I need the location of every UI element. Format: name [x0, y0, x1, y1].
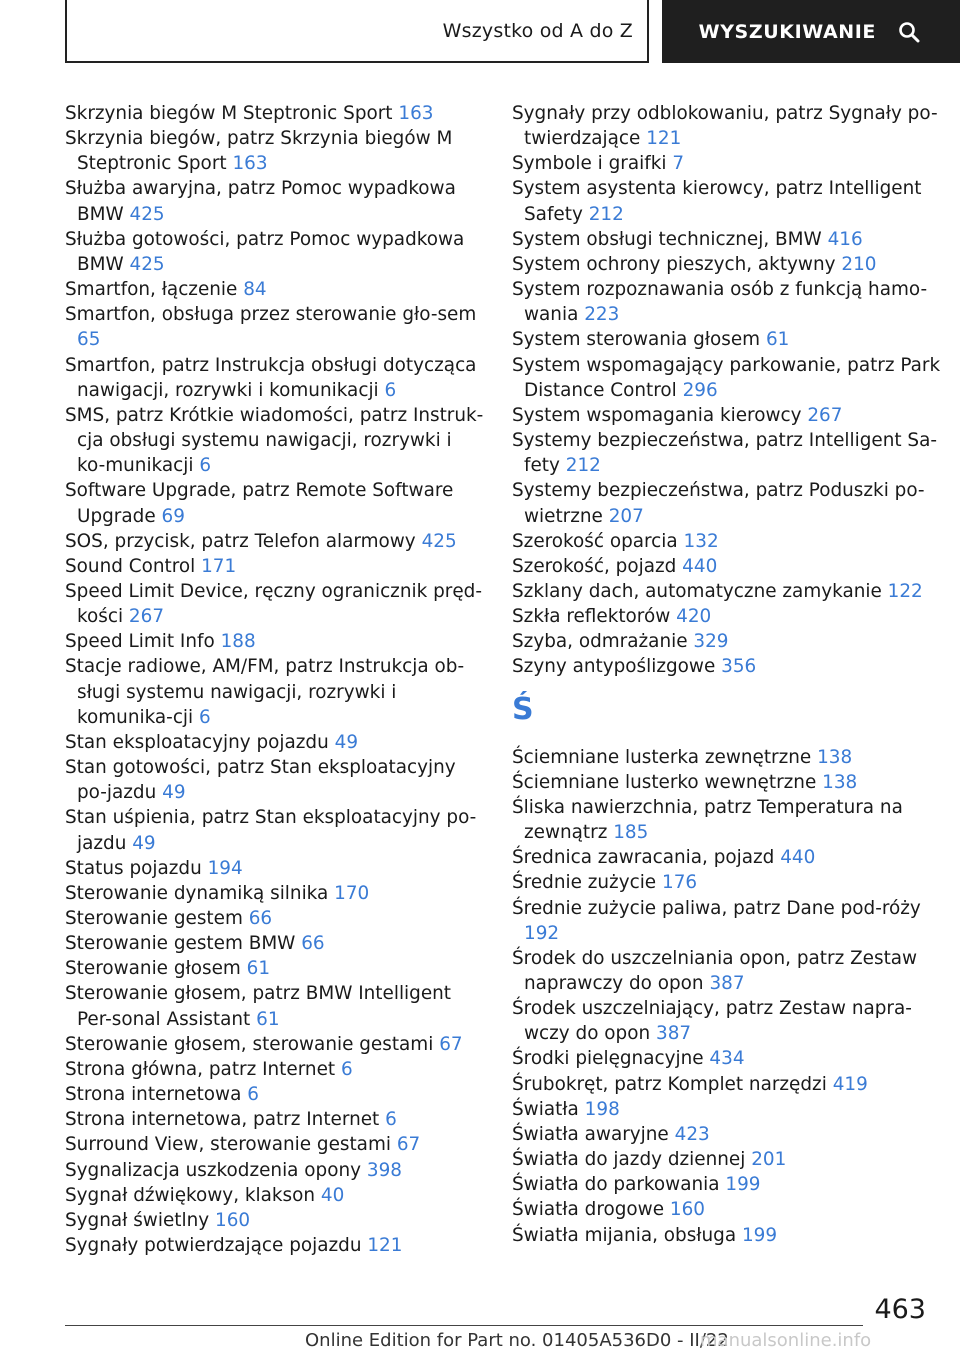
page-link[interactable]: 398: [366, 1159, 402, 1181]
index-entry-text: Systemy bezpieczeństwa, patrz Intelligent Sa-fety: [512, 430, 938, 477]
page-link[interactable]: 122: [887, 580, 923, 602]
index-entry-text: Sterowanie gestem: [65, 908, 243, 929]
page-link[interactable]: 420: [676, 606, 712, 628]
index-entry-text: Strona główna, patrz Internet: [65, 1058, 336, 1080]
index-entry-text: Służba awaryjna, patrz Pomoc wypadkowa BMW: [65, 178, 456, 225]
index-entry-text: Smartfon, łączenie: [65, 279, 238, 301]
index-entry: [65, 856, 485, 881]
index-entry-text: Stan eksploatacyjny pojazdu: [65, 731, 329, 753]
index-entry: [512, 604, 942, 629]
index-entry: [512, 252, 942, 277]
index-entry-text: Stan uśpienia, patrz Stan eksploatacyjny po-jazdu: [65, 807, 477, 854]
index-column-right: [512, 101, 942, 1248]
page-link[interactable]: 329: [693, 631, 729, 653]
index-entry-text: Sygnały przy odblokowaniu, patrz Sygnały po-twierdzające: [512, 103, 938, 150]
index-entry: [512, 896, 942, 946]
page-link[interactable]: 6: [384, 379, 397, 401]
index-entry: [65, 981, 485, 1031]
page-link[interactable]: 425: [421, 530, 457, 552]
index-entry: [512, 101, 942, 151]
page-link[interactable]: 223: [584, 304, 620, 326]
index-entry-text: Sterowanie głosem, patrz BMW Intelligent Per-sonal Assistant: [65, 983, 452, 1030]
footer-divider: [65, 1325, 863, 1326]
index-entry-text: Szyny antypoślizgowe: [512, 656, 716, 678]
index-entry: [512, 1097, 942, 1122]
page-link[interactable]: 199: [725, 1174, 761, 1196]
index-entry-text: Szkła reflektorów: [512, 606, 671, 628]
index-entry-text: Skrzynia biegów, patrz Skrzynia biegów M Steptronic Sport: [65, 128, 453, 175]
index-entry: [65, 227, 485, 277]
index-entry-text: Ściemniane lusterka zewnętrzne: [512, 746, 812, 768]
index-entry: [512, 1147, 942, 1172]
index-entry-text: Szerokość, pojazd: [512, 555, 677, 577]
page-link[interactable]: 207: [608, 505, 644, 527]
index-entry-text: Systemy bezpieczeństwa, patrz Poduszki po-wietrzne: [512, 480, 925, 527]
index-entry-text: Stacje radiowe, AM/FM, patrz Instrukcja ob-sługi systemu nawigacji, rozrywki i komunika-cji: [65, 656, 465, 728]
index-entry-text: Sterowanie dynamiką silnika: [65, 882, 329, 904]
page-link[interactable]: 132: [683, 530, 719, 552]
index-entry-text: Ściemniane lusterko wewnętrzne: [512, 771, 817, 793]
top-navigation: [0, 0, 960, 66]
page-link[interactable]: 65: [77, 329, 101, 351]
index-entry-text: System asystenta kierowcy, patrz Intelligent Safety: [512, 178, 922, 225]
page-link[interactable]: 210: [841, 253, 877, 275]
page-link[interactable]: 121: [367, 1235, 403, 1257]
page-link[interactable]: 267: [128, 606, 165, 628]
index-entry: [512, 770, 942, 795]
tab-a-to-z-label: Wszystko od A do Z: [442, 19, 633, 42]
index-entry-text: Skrzynia biegów M Steptronic Sport: [65, 103, 393, 124]
page-link[interactable]: 423: [674, 1123, 710, 1145]
page-link[interactable]: 425: [129, 203, 165, 225]
index-entry: [65, 277, 485, 302]
page-link[interactable]: 212: [588, 203, 624, 225]
page-link[interactable]: 61: [256, 1008, 280, 1030]
page-link[interactable]: 171: [201, 555, 237, 577]
page-link[interactable]: 201: [751, 1149, 787, 1171]
page-link[interactable]: 40: [320, 1184, 345, 1206]
index-entry-text: Szyba, odmrażanie: [512, 631, 688, 653]
page-link[interactable]: 296: [682, 379, 718, 401]
index-entry-text: Sygnały potwierdzające pojazdu: [65, 1235, 362, 1257]
index-entry: [65, 1057, 485, 1082]
page-link[interactable]: 194: [207, 857, 243, 879]
page-link[interactable]: 160: [215, 1209, 251, 1231]
index-entry: [65, 302, 485, 352]
index-entry: [512, 176, 942, 226]
page-link[interactable]: 387: [656, 1023, 692, 1045]
index-entry-text: Światła do parkowania: [512, 1174, 720, 1196]
section-letter-heading: Ś: [512, 691, 534, 727]
page-link[interactable]: 192: [524, 922, 560, 944]
index-entry: [512, 403, 942, 428]
page-link[interactable]: 138: [822, 771, 858, 793]
index-entry-text: Sound Control: [65, 555, 196, 577]
index-entry: [65, 126, 485, 176]
index-entry-text: Status pojazdu: [65, 857, 202, 879]
index-entry: [512, 870, 942, 895]
index-entry-text: Smartfon, obsługa przez sterowanie gło-sem: [65, 304, 477, 326]
index-entry-text: Szerokość oparcia: [512, 530, 678, 552]
page-link[interactable]: 198: [584, 1098, 620, 1120]
page-link[interactable]: 163: [232, 153, 268, 175]
index-entry-text: Środek do uszczelniania opon, patrz Zestaw naprawczy do opon: [512, 947, 918, 994]
index-entry: [65, 554, 485, 579]
index-entry: [512, 745, 942, 770]
page-link[interactable]: 6: [199, 455, 212, 477]
page-link[interactable]: 67: [439, 1033, 463, 1055]
index-entry: [512, 1072, 942, 1097]
index-entry-text: Sterowanie głosem: [65, 958, 241, 980]
index-entry: [512, 1122, 942, 1147]
index-entry-text: Stan gotowości, patrz Stan eksploatacyjny po-jazdu: [65, 757, 456, 804]
index-entry-text: Symbole i graifki: [512, 153, 667, 175]
page-link[interactable]: 49: [132, 832, 156, 854]
search-icon: [898, 21, 920, 43]
index-entry: [65, 101, 485, 126]
index-entry-text: SOS, przycisk, patrz Telefon alarmowy: [65, 530, 416, 552]
index-entry-text: Światła awaryjne: [512, 1123, 669, 1145]
page-number: 463: [874, 1294, 926, 1325]
index-group-s-acute: [512, 745, 942, 1248]
index-group-s: [512, 101, 942, 680]
index-entry-text: Szklany dach, automatyczne zamykanie: [512, 580, 882, 602]
index-entry: [65, 353, 485, 403]
index-entry: [65, 1032, 485, 1057]
index-entry-text: System rozpoznawania osób z funkcją hamo-wania: [512, 279, 928, 326]
index-entry: [512, 529, 942, 554]
index-entry: [65, 478, 485, 528]
tab-search-label: WYSZUKIWANIE: [698, 20, 876, 43]
page-link[interactable]: 7: [672, 153, 685, 175]
index-entry: [512, 327, 942, 352]
page-link[interactable]: 440: [780, 847, 816, 869]
index-entry: [512, 996, 942, 1046]
index-entry: [65, 1208, 485, 1233]
page-link[interactable]: 66: [248, 908, 273, 929]
index-entry-text: Służba gotowości, patrz Pomoc wypadkowa BMW: [65, 228, 465, 275]
page-link[interactable]: 6: [340, 1058, 353, 1080]
index-entry: [512, 554, 942, 579]
index-entry-text: Światła drogowe: [512, 1199, 665, 1221]
index-entry: [512, 277, 942, 327]
tab-a-to-z[interactable]: [65, 0, 649, 63]
index-entry-text: Speed Limit Info: [65, 631, 215, 653]
index-entry: [512, 1223, 942, 1248]
index-entry: [65, 730, 485, 755]
index-entry-text: Światła mijania, obsługa: [512, 1224, 737, 1246]
index-entry: [512, 795, 942, 845]
page-link[interactable]: 387: [709, 973, 745, 994]
index-entry-text: Sterowanie głosem, sterowanie gestami: [65, 1033, 434, 1055]
index-entry-text: Surround View, sterowanie gestami: [65, 1134, 391, 1156]
index-entry: [65, 1107, 485, 1132]
index-entry-text: Speed Limit Device, ręczny ogranicznik pręd-kości: [65, 580, 482, 628]
page-link[interactable]: 138: [817, 746, 853, 768]
page-link[interactable]: 199: [741, 1224, 778, 1246]
footer-edition-text: Online Edition for Part no. 01405A536D0 - II/22: [305, 1330, 729, 1351]
index-entry: [512, 428, 942, 478]
page-link[interactable]: 170: [334, 882, 370, 904]
page-link[interactable]: 6: [247, 1084, 259, 1106]
index-entry-text: Śrubokręt, patrz Komplet narzędzi: [512, 1073, 827, 1095]
index-entry: [65, 755, 485, 805]
page-link[interactable]: 440: [682, 555, 718, 577]
index-entry: [65, 529, 485, 554]
index-entry: [65, 403, 485, 478]
tab-search[interactable]: [662, 0, 960, 63]
page-link[interactable]: 419: [832, 1073, 868, 1095]
index-entry: [65, 906, 485, 931]
index-entry: [65, 931, 485, 956]
index-entry-text: SMS, patrz Krótkie wiadomości, patrz Instruk-cja obsługi systemu nawigacji, rozrywki i ko-munikacji: [65, 404, 484, 477]
index-entry-text: System ochrony pieszych, aktywny: [512, 253, 836, 275]
index-entry-text: Środek uszczelniający, patrz Zestaw napra-wczy do opon: [512, 998, 912, 1045]
page-link[interactable]: 176: [662, 872, 698, 894]
page-link[interactable]: 6: [199, 706, 211, 728]
index-entry: [512, 478, 942, 528]
index-entry: [512, 845, 942, 870]
page-link[interactable]: 49: [334, 731, 359, 753]
page-link[interactable]: 416: [827, 228, 863, 250]
page-link[interactable]: 188: [220, 631, 256, 653]
page-link[interactable]: 121: [646, 128, 682, 150]
index-entry: [512, 353, 942, 403]
index-entry: [65, 176, 485, 226]
page-link[interactable]: 434: [709, 1048, 745, 1070]
index-entry: [512, 579, 942, 604]
index-entry: [512, 1197, 942, 1222]
index-entry: [512, 151, 942, 176]
index-entry: [512, 654, 942, 679]
index-entry-text: Sygnalizacja uszkodzenia opony: [65, 1159, 362, 1181]
index-entry: [65, 956, 485, 981]
index-entry-text: Światła: [512, 1098, 579, 1120]
page-link[interactable]: 67: [396, 1134, 421, 1156]
page-link[interactable]: 61: [246, 958, 271, 980]
page-link[interactable]: 185: [613, 822, 649, 844]
index-entry-text: System wspomagający parkowanie, patrz Park Distance Control: [512, 354, 941, 401]
index-entry-text: Software Upgrade, patrz Remote Software Upgrade: [65, 480, 454, 527]
index-entry: [512, 1046, 942, 1071]
index-entry: [512, 629, 942, 654]
index-entry-text: Strona internetowa, patrz Internet: [65, 1109, 380, 1131]
index-entry: [65, 1233, 485, 1258]
index-entry: [65, 881, 485, 906]
index-entry-text: Średnie zużycie: [512, 872, 657, 894]
index-entry: [65, 654, 485, 729]
index-entry-text: Śliska nawierzchnia, patrz Temperatura na zewnątrz: [512, 796, 903, 844]
page-link[interactable]: 69: [161, 505, 185, 527]
page-link[interactable]: 6: [385, 1109, 397, 1131]
index-entry-text: Smartfon, patrz Instrukcja obsługi dotycząca nawigacji, rozrywki i komunikacji: [65, 354, 477, 401]
index-entry: [65, 805, 485, 855]
index-entry-text: Średnie zużycie paliwa, patrz Dane pod-róży: [512, 897, 921, 919]
page-link[interactable]: 66: [301, 933, 325, 955]
page-link[interactable]: 160: [669, 1199, 705, 1221]
watermark: manualsonline.info: [700, 1330, 872, 1351]
index-entry: [65, 1158, 485, 1183]
index-entry: [65, 629, 485, 654]
page-link[interactable]: 356: [721, 656, 757, 678]
index-entry-text: System obsługi technicznej, BMW: [512, 228, 822, 250]
index-entry: [512, 227, 942, 252]
index-entry-text: System wspomagania kierowcy: [512, 404, 802, 426]
index-entry: [65, 1183, 485, 1208]
index-entry: [65, 1132, 485, 1157]
page-link[interactable]: 212: [565, 455, 601, 477]
index-entry: [65, 579, 485, 629]
index-entry: [512, 1172, 942, 1197]
index-entry-text: Strona internetowa: [65, 1084, 242, 1106]
page-link[interactable]: 267: [807, 404, 843, 426]
page-link[interactable]: 163: [398, 103, 434, 124]
index-entry-text: Sygnał świetlny: [65, 1209, 210, 1231]
page-link[interactable]: 425: [129, 253, 165, 275]
index-entry: [512, 946, 942, 996]
index-column-left: [65, 101, 485, 1258]
index-entry-text: Średnica zawracania, pojazd: [512, 847, 775, 869]
index-entry-text: Sygnał dźwiękowy, klakson: [65, 1184, 316, 1206]
index-entry-text: System sterowania głosem: [512, 329, 761, 351]
page-link[interactable]: 61: [765, 329, 790, 351]
index-entry: [65, 1082, 485, 1107]
page-link[interactable]: 49: [162, 782, 186, 804]
index-entry-text: Środki pielęgnacyjne: [512, 1048, 704, 1070]
index-entry-text: Sterowanie gestem BMW: [65, 933, 296, 955]
index-entry-text: Światła do jazdy dziennej: [512, 1149, 746, 1171]
page-link[interactable]: 84: [243, 279, 267, 301]
